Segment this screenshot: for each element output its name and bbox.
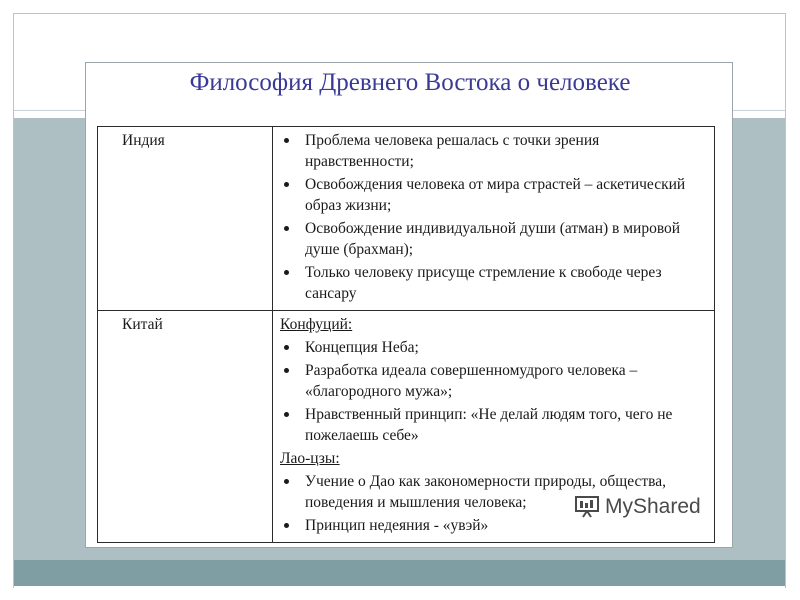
bullet-icon [284,345,289,350]
list-item-text: Проблема человека решалась с точки зрения нравственности; [305,132,600,170]
list-item [280,337,708,358]
philosopher-heading: Конфуций: [280,316,353,333]
philosophy-table [97,126,715,543]
bullet-icon [284,226,289,231]
list-item-text: Разработка идеала совершенномудрого человека – «благородного мужа»; [305,362,638,400]
region-cell: Индия [98,127,273,311]
bottom-band [14,560,785,586]
bullet-list [280,337,708,446]
list-item-text: Принцип недеяния - «увэй» [305,517,489,534]
points-cell [273,127,715,311]
list-item-text: Концепция Неба; [305,339,419,356]
bullet-icon [284,270,289,275]
list-item [280,218,708,260]
region-cell: Китай [98,311,273,543]
bullet-icon [284,182,289,187]
list-item [280,404,708,446]
list-item-text: Учение о Дао как закономерности природы, общества, поведения и мышления человека; [305,473,667,511]
watermark [575,495,701,519]
frame-top-line [13,13,786,14]
table-row [98,127,715,311]
content-panel [85,62,733,548]
list-item-text: Освобождения человека от мира страстей – аскетический образ жизни; [305,176,686,214]
bullet-icon [284,412,289,417]
list-item [280,174,708,216]
bullet-icon [284,368,289,373]
bullet-icon [284,479,289,484]
list-item-text: Только человеку присуще стремление к свободе через сансару [305,264,662,302]
list-item-text: Освобождение индивидуальной души (атман) в мировой душе (брахман); [305,220,681,258]
list-item [280,262,708,304]
bullet-icon [284,523,289,528]
watermark-text: MyShared [605,495,701,518]
list-item [280,130,708,172]
slide-title: Философия Древнего Востока о человеке [189,69,631,96]
bullet-icon [284,138,289,143]
philosopher-heading: Лао-цзы: [280,450,340,467]
presentation-icon [575,495,601,519]
frame-right-line [785,13,786,588]
list-item [280,360,708,402]
bullet-list [280,130,708,304]
list-item-text: Нравственный принцип: «Не делай людям того, чего не пожелаешь себе» [305,406,673,444]
